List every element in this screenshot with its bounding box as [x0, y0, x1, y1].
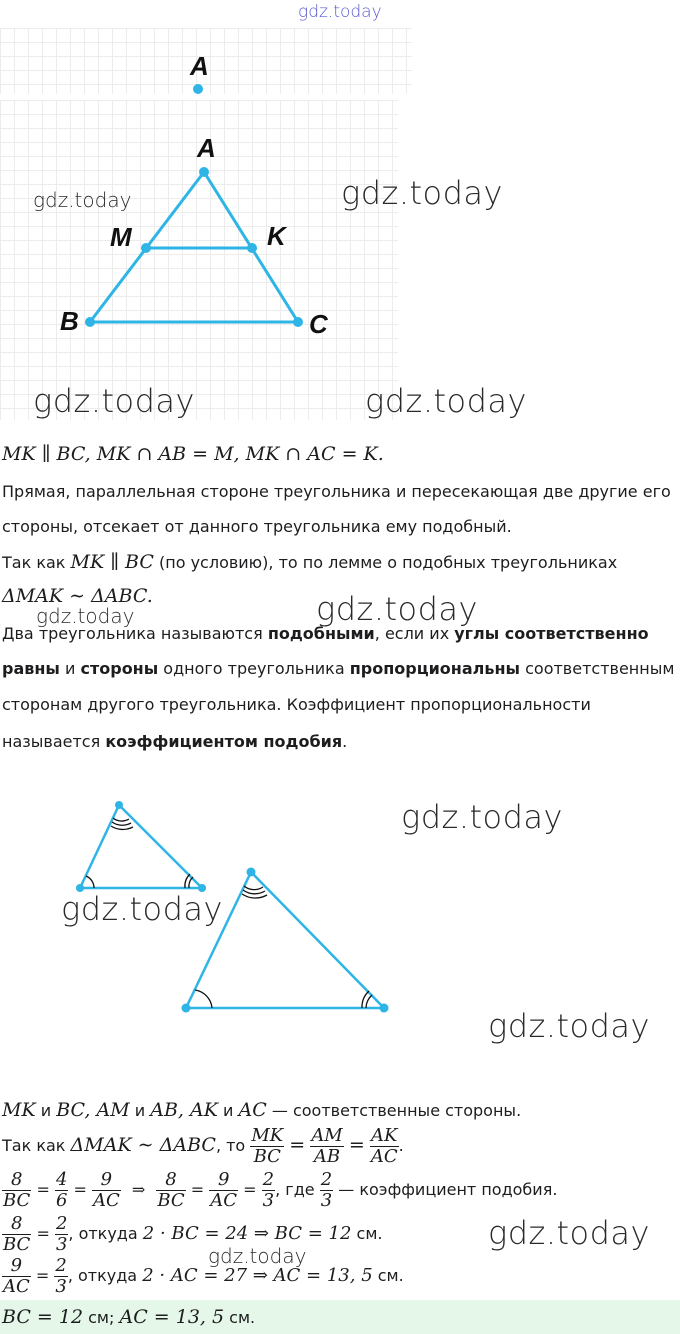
answer-box [0, 1300, 680, 1334]
arrow: ⇒ [131, 1180, 146, 1199]
equals: = [73, 1180, 87, 1199]
math-ab-ak: AB, AK [150, 1099, 218, 1121]
definition-line-4 [2, 732, 347, 752]
text-and: и [217, 1101, 239, 1120]
text-whence: , откуда [68, 1224, 143, 1243]
math-mk: MK [2, 1099, 36, 1121]
watermark-1: gdz.today [33, 188, 132, 212]
label-a: A [197, 133, 216, 163]
unit-cm: см. [224, 1308, 256, 1327]
watermark-10: gdz.today [488, 1214, 650, 1252]
large-vertex-top [247, 868, 256, 877]
vertex-c [293, 317, 303, 327]
def-bold-similar: подобными [267, 624, 375, 643]
vertex-a [199, 167, 209, 177]
watermark-6: gdz.today [316, 590, 478, 628]
small-triangle [80, 805, 202, 888]
math-bc-am: BC, AM [56, 1099, 130, 1121]
math-ac-solution: 2 · AC = 27 ⇒ AC = 13, 5 [142, 1265, 373, 1286]
watermark-8: gdz.today [61, 890, 223, 928]
point-a-small [193, 84, 203, 94]
equals: = [36, 1224, 50, 1243]
since-prefix: Так как [2, 553, 71, 572]
equals: = [35, 1266, 50, 1285]
equals: = [348, 1134, 365, 1156]
fraction-9-ac: $\frac{9}{AC}$ [92, 1169, 120, 1211]
unit-cm: см; [83, 1308, 120, 1327]
watermark-top: gdz.today [298, 2, 382, 22]
solve-ac-line [2, 1256, 404, 1297]
answer-line [2, 1307, 255, 1328]
ratio-line [2, 1126, 404, 1167]
math-ac: AC [238, 1099, 267, 1121]
watermark-11: gdz.today [208, 1244, 307, 1268]
equals: = [190, 1180, 205, 1199]
corresponding-sides-line [2, 1100, 521, 1121]
fraction-8-bc: $\frac{8}{BC}$ [157, 1169, 185, 1211]
text-and: и [129, 1101, 151, 1120]
since-line [2, 552, 617, 573]
definition-line-2 [2, 659, 674, 679]
text-whence: , откуда [67, 1266, 143, 1285]
def-bold-sides: стороны [80, 659, 159, 678]
text-and: и [35, 1101, 57, 1120]
fraction-ak-ac: $\frac{AK}{AC}$ [370, 1125, 398, 1167]
def-text: одного треугольника [158, 659, 350, 678]
fraction-mk-bc: $\frac{MK}{BC}$ [251, 1125, 284, 1167]
equals: = [36, 1180, 50, 1199]
vertex-b [85, 317, 95, 327]
def-text: называется [2, 732, 106, 751]
fraction-8-bc: $\frac{8}{BC}$ [3, 1169, 31, 1211]
definition-line-1 [2, 624, 649, 644]
equals: = [289, 1134, 306, 1156]
fraction-2-3: $\frac{2}{3}$ [55, 1213, 68, 1255]
def-bold-angles: углы соответственно [454, 624, 649, 643]
unit-cm: см. [372, 1266, 404, 1285]
vertex-k [247, 243, 257, 253]
watermark-9: gdz.today [488, 1007, 650, 1045]
fraction-9-ac: $\frac{9}{AC}$ [3, 1255, 30, 1297]
watermark-7: gdz.today [401, 798, 563, 836]
watermark-5: gdz.today [36, 604, 135, 628]
watermark-3: gdz.today [33, 382, 195, 420]
dot: . [398, 1136, 404, 1155]
def-bold-coefficient: коэффициентом подобия [105, 732, 343, 751]
answer-bc: BC = 12 [2, 1306, 84, 1328]
definition-line-3: сторонам другого треугольника. Коэффициент пропорциональности [2, 695, 591, 714]
label-c: C [309, 309, 328, 339]
fraction-2-3: $\frac{2}{3}$ [320, 1169, 333, 1211]
label-m: M [110, 222, 132, 252]
text-tail: — соответственные стороны. [266, 1101, 522, 1120]
def-text: , если их [374, 624, 455, 643]
large-vertex-left [182, 1004, 191, 1013]
text-prefix: Так как [2, 1136, 71, 1155]
text-where: , где [275, 1180, 320, 1199]
def-bold-proportional: пропорциональны [349, 659, 521, 678]
math-similar: ΔMAK ∼ ΔABC [70, 1134, 216, 1156]
since-suffix: (по условию), то по лемме о подобных треугольниках [153, 553, 618, 572]
lemma-line-2: стороны, отсекает от данного треугольника ему подобный. [2, 517, 512, 536]
coefficient-line [2, 1170, 557, 1211]
fraction-am-ab: $\frac{AM}{AB}$ [311, 1125, 343, 1167]
unit-cm: см. [351, 1224, 383, 1243]
watermark-2: gdz.today [341, 174, 503, 212]
label-b: B [60, 306, 79, 336]
given-line: MK ∥ BC, MK ∩ AB = M, MK ∩ AC = K. [2, 443, 384, 465]
fraction-8-bc: $\frac{8}{BC}$ [3, 1213, 31, 1255]
math-bc-solution: 2 · BC = 24 ⇒ BC = 12 [142, 1223, 352, 1244]
def-text: Два треугольника называются [2, 624, 268, 643]
similar-line: ΔMAK ∼ ΔABC. [2, 585, 153, 607]
lemma-line-1: Прямая, параллельная стороне треугольника и пересекающая две другие его [2, 482, 671, 501]
fraction-4-6: $\frac{4}{6}$ [55, 1169, 68, 1211]
label-a-small: A [190, 51, 209, 81]
solve-bc-line [2, 1214, 382, 1255]
large-vertex-right [380, 1004, 389, 1013]
answer-ac: AC = 13, 5 [119, 1306, 225, 1328]
fraction-9-ac: $\frac{9}{AC}$ [210, 1169, 238, 1211]
def-text: . [342, 732, 348, 751]
fraction-2-3: $\frac{2}{3}$ [262, 1169, 275, 1211]
small-vertex-top [115, 801, 123, 809]
text-to: , то [215, 1136, 251, 1155]
fraction-2-3: $\frac{2}{3}$ [55, 1255, 67, 1297]
label-k: K [267, 221, 286, 251]
def-text: соответственным [520, 659, 675, 678]
text-coef-tail: — коэффициент подобия. [333, 1180, 558, 1199]
since-math: MK ∥ BC [70, 551, 154, 573]
def-text: и [59, 659, 81, 678]
equals: = [243, 1180, 257, 1199]
vertex-m [141, 243, 151, 253]
watermark-4: gdz.today [365, 382, 527, 420]
def-bold-equal: равны [2, 659, 60, 678]
